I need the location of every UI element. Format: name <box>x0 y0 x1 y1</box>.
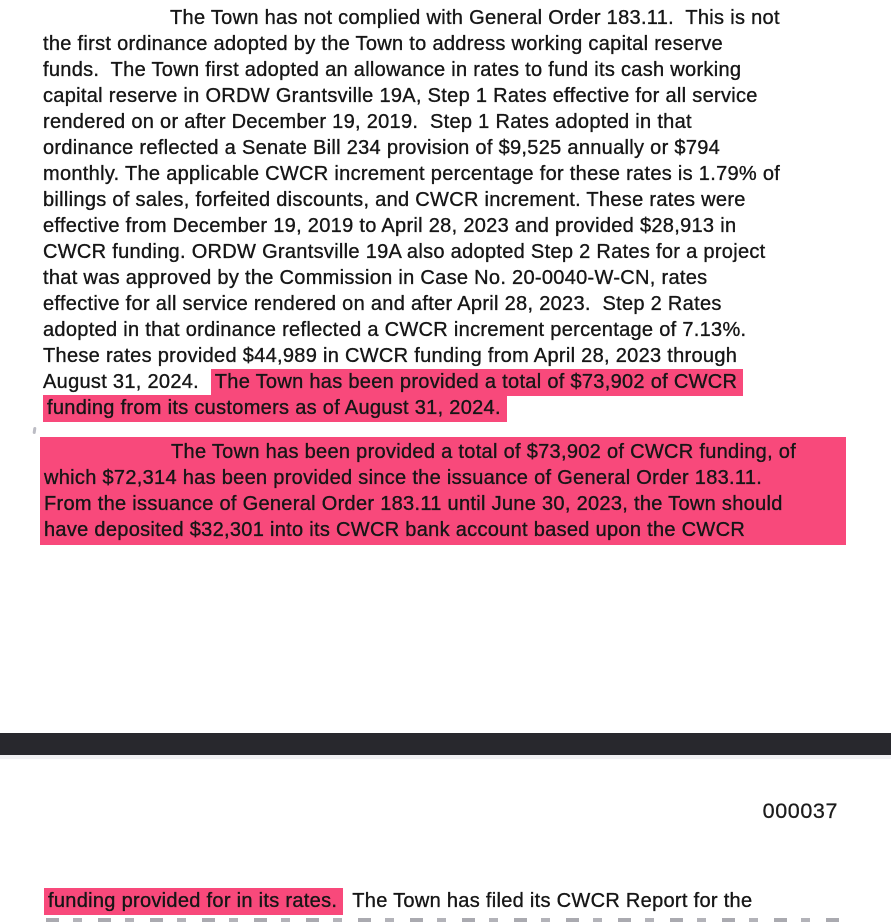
text-line: capital reserve in ORDW Grantsville 19A, Step 1 Rates effective for all service <box>43 85 758 107</box>
highlighted-text: funding from its customers as of August 31, 2024. <box>43 395 507 422</box>
text-line: ordinance reflected a Senate Bill 234 provision of $9,525 annually or $794 <box>43 137 721 159</box>
text-line: that was approved by the Commission in Case No. 20-0040-W-CN, rates <box>43 267 708 289</box>
cutoff-text-fragments <box>46 918 850 922</box>
text-line <box>43 369 855 395</box>
text-line: CWCR funding. ORDW Grantsville 19A also adopted Step 2 Rates for a project <box>43 241 766 263</box>
text-segment: August 31, 2024. <box>43 371 211 393</box>
bates-number: 000037 <box>762 799 838 823</box>
page-edge-shadow <box>0 755 891 759</box>
highlighted-text: The Town has been provided a total of $73,902 of CWCR <box>211 369 744 396</box>
text-line: which $72,314 has been provided since the issuance of General Order 183.11. <box>44 467 763 489</box>
text-line: effective from December 19, 2019 to April 28, 2023 and provided $28,913 in <box>43 215 737 237</box>
text-line: funds. The Town first adopted an allowance in rates to fund its cash working <box>43 59 742 81</box>
text-line <box>44 888 752 914</box>
text-line: adopted in that ordinance reflected a CWCR increment percentage of 7.13%. <box>43 319 747 341</box>
page-separator-bar <box>0 733 891 755</box>
text-line: The Town has not complied with General Order 183.11. This is not <box>170 7 780 29</box>
text-line: monthly. The applicable CWCR increment percentage for these rates is 1.79% of <box>43 163 781 185</box>
text-line: From the issuance of General Order 183.11 until June 30, 2023, the Town should <box>44 493 783 515</box>
text-line: have deposited $32,301 into its CWCR bank account based upon the CWCR <box>44 519 746 541</box>
paragraph-highlighted-cwcr-funding <box>40 437 846 545</box>
scan-artifact <box>33 427 37 434</box>
highlighted-text: funding provided for in its rates. <box>44 888 343 915</box>
text-line: the first ordinance adopted by the Town to address working capital reserve <box>43 33 723 55</box>
text-line: The Town has been provided a total of $73,902 of CWCR funding, of <box>171 441 797 463</box>
text-line: effective for all service rendered on and after April 28, 2023. Step 2 Rates <box>43 293 722 315</box>
text-segment: The Town has filed its CWCR Report for the <box>352 890 753 912</box>
text-line: These rates provided $44,989 in CWCR funding from April 28, 2023 through <box>43 345 738 367</box>
text-line <box>43 395 855 421</box>
text-line: billings of sales, forfeited discounts, and CWCR increment. These rates were <box>43 189 746 211</box>
text-line: rendered on or after December 19, 2019. Step 1 Rates adopted in that <box>43 111 692 133</box>
paragraph-compliance-history <box>43 5 855 421</box>
